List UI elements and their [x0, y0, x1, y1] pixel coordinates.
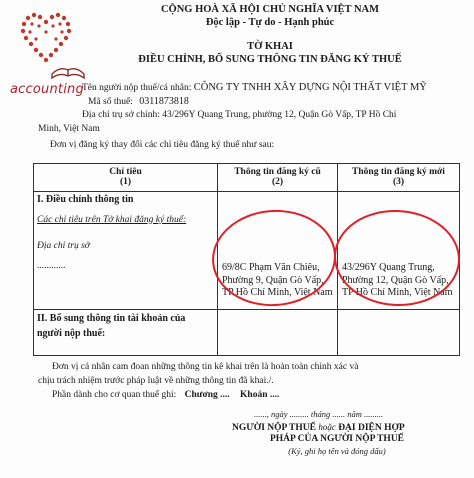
address-label: Địa chỉ trụ sở chính:: [82, 110, 160, 120]
table-header-row: [34, 164, 460, 192]
motto: Độc lập - Tự do - Hạnh phúc: [205, 17, 335, 28]
signature-note: (Ký, ghi họ tên và đóng dấu): [288, 446, 386, 456]
nation-title: CỘNG HOÀ XÃ HỘI CHỦ NGHĨA VIỆT NAM: [160, 4, 380, 15]
section1-title: I. Điều chỉnh thông tin: [37, 194, 134, 205]
khoan-field: Khoản ....: [240, 390, 280, 400]
header-num: (2): [271, 177, 284, 187]
section2-title-line1: II. Bổ sung thông tin tài khoản của: [37, 313, 186, 324]
commitment-line1: Đơn vị cá nhân cam đoan những thông tin kê khai trên là hoàn toàn chính xác và: [52, 362, 359, 372]
tax-office-label: Phần dành cho cơ quan thuế ghi:: [52, 390, 177, 400]
header-cell-new: [338, 164, 460, 192]
form-subtitle: ĐIỀU CHỈNH, BỔ SUNG THÔNG TIN ĐĂNG KÝ THUẾ: [138, 54, 402, 65]
address-value-line1: 43/296Y Quang Trung, phường 12, Quận Gò Vấp, TP Hồ Chí: [162, 110, 397, 120]
section1-subtitle: Các chỉ tiêu trên Tờ khai đăng ký thuế:: [37, 215, 187, 225]
header-cell-indicator: [34, 164, 218, 192]
taxpayer-name-row: [82, 82, 427, 93]
date-line: ......, ngày ......... tháng ...... năm .........: [254, 409, 384, 419]
tax-code-label: Mã số thuế:: [88, 97, 133, 107]
signer-role-line1: [232, 422, 405, 433]
header-cell-old: [218, 164, 338, 192]
section2-cell: [34, 310, 218, 356]
address-value-line2: Minh, Việt Nam: [38, 124, 100, 134]
header-num: (1): [119, 177, 132, 187]
signer-role-line2: PHÁP CỦA NGƯỜI NỘP THUẾ: [269, 434, 405, 444]
taxpayer-name-value: CÔNG TY TNHH XÂY DỰNG NỘI THẤT VIỆT MỸ: [193, 82, 427, 93]
tax-code-row: [88, 96, 189, 107]
table-row-section2: [34, 310, 460, 356]
header-title: Thông tin đăng ký cũ: [234, 167, 321, 177]
chuong-field: Chương ....: [184, 390, 230, 400]
header-num: (3): [392, 177, 405, 187]
role-part-a: NGƯỜI NỘP THUẾ: [232, 423, 316, 433]
tax-office-row: [52, 390, 279, 400]
address-row: [82, 110, 396, 120]
taxpayer-name-label: Tên người nộp thuế/cá nhân:: [82, 83, 192, 93]
section1-cell: [34, 192, 218, 310]
section2-title-line2: người nộp thuế:: [37, 328, 106, 339]
tax-code-value: 0311873818: [139, 96, 189, 107]
field-label: Địa chỉ trụ sở: [37, 241, 90, 251]
field-dots: ............: [37, 261, 66, 271]
section2-old-cell: [218, 310, 338, 356]
accounting-logo: [6, 4, 94, 106]
role-part-b: hoặc: [318, 422, 336, 432]
role-part-c: ĐẠI DIỆN HỢP: [338, 423, 405, 433]
heart-dots-icon: [6, 4, 94, 84]
old-value: 69/8C Phạm Văn Chiêu, Phường 9, Quận Gò Vấp, TP Hồ Chí Minh, Việt Nam: [222, 262, 333, 298]
new-value: 43/296Y Quang Trung, Phường 12, Quận Gò Vấp, TP Hồ Chí Minh, Việt Nam: [342, 262, 453, 298]
commitment-line2: chịu trách nhiệm trước pháp luật về những thông tin đã khai./.: [38, 376, 274, 386]
header-title: Chỉ tiêu: [109, 167, 142, 177]
header-title: Thông tin đăng ký mới: [352, 167, 445, 177]
section2-new-cell: [338, 310, 460, 356]
logo-text: accounting: [10, 82, 84, 97]
form-title: TỜ KHAI: [247, 41, 293, 52]
intro-text: Đơn vị đăng ký thay đổi các chỉ tiêu đăng ký thuế như sau:: [50, 140, 275, 150]
